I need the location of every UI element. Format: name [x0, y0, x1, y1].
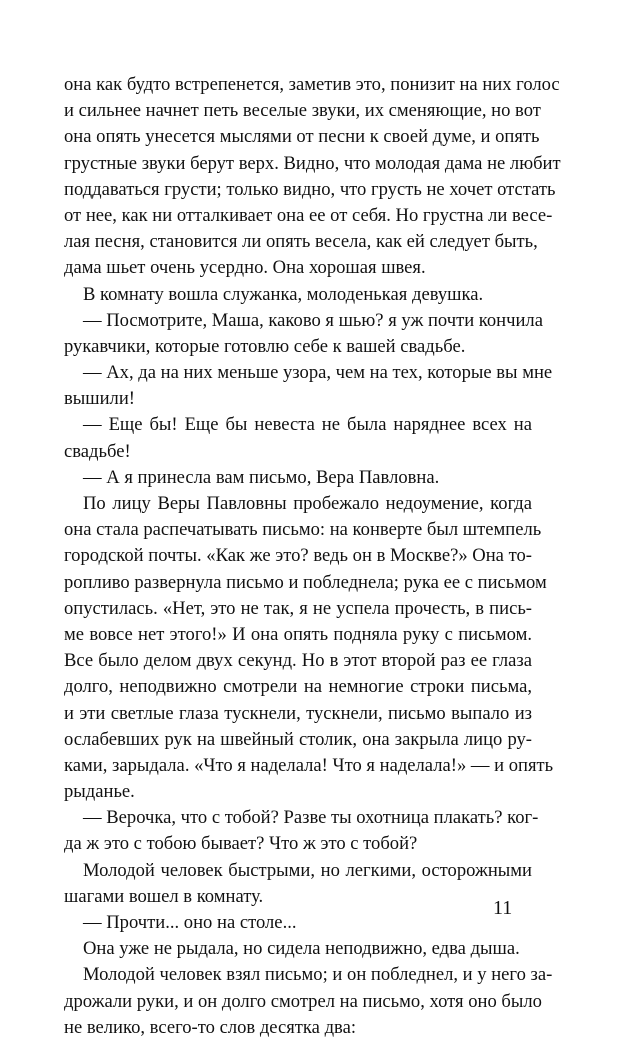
text-line: вышили! [64, 388, 135, 410]
text-line: — Верочка, что с тобой? Разве ты охотница плакать? ког- [83, 807, 539, 829]
paragraph [64, 962, 553, 1041]
text-line: — Прочти... оно на столе... [83, 912, 297, 933]
text-line: она как будто встрепенется, заметив это, понизит на них голос [64, 74, 560, 95]
paragraph [64, 936, 532, 962]
text-line: ослабевших рук на швейный столик, она закрыла лицо ру- [64, 728, 532, 750]
paragraph [64, 282, 532, 308]
text-line: Молодой человек взял письмо; и он побледнел, и у него за- [83, 964, 553, 986]
text-line: грустные звуки берут верх. Видно, что молодая дама не любит [64, 152, 561, 174]
text-line: — Ах, да на них меньше узора, чем на тех, которые вы мне [83, 362, 553, 384]
text-line: шагами вошел в комнату. [64, 885, 264, 907]
text-line: она опять унесется мыслями от песни к своей думе, и опять [64, 126, 540, 148]
text-line: опустилась. «Нет, это не так, я не успела прочесть, в пись- [64, 597, 532, 619]
text-line: — А я принесла вам письмо, Вера Павловна. [83, 466, 440, 488]
text-line: ропливо развернула письмо и побледнела; рука ее с письмом [64, 571, 547, 593]
paragraph [64, 412, 532, 464]
text-line: долго, неподвижно смотрели на немногие строки письма, [64, 676, 532, 698]
page-body-text [64, 72, 561, 1041]
text-line: ками, зарыдала. «Что я наделала! Что я наделала!» — и опять [64, 754, 554, 776]
paragraph [64, 465, 532, 491]
text-line: По лицу Веры Павловны пробежало недоумение, когда [83, 493, 532, 514]
text-line: дама шьет очень усердно. Она хорошая швея. [64, 257, 426, 279]
text-line: Молодой человек быстрыми, но легкими, осторожными [83, 859, 532, 881]
text-line: В комнату вошла служанка, молоденькая девушка. [83, 283, 484, 305]
page-number: 11 [493, 897, 513, 919]
text-line: городской почты. «Как же это? ведь он в Москве?» Она то- [64, 545, 532, 567]
paragraph [64, 308, 543, 360]
paragraph [64, 72, 561, 282]
text-line: поддаваться грусти; только видно, что грусть не хочет отстать [64, 178, 556, 200]
text-line: — Посмотрите, Маша, каково я шью? я уж почти кончила [83, 309, 543, 331]
text-line: дрожали руки, и он долго смотрел на письмо, хотя оно было [64, 990, 542, 1012]
paragraph [64, 360, 553, 412]
text-line: Все было делом двух секунд. Но в этот второй раз ее глаза [64, 650, 532, 672]
text-line: рыданье. [64, 781, 135, 803]
paragraph [64, 910, 532, 936]
text-line: — Еще бы! Еще бы невеста не была наряднее всех на [83, 414, 532, 436]
text-line: рукавчики, которые готовлю себе к вашей свадьбе. [64, 335, 466, 357]
paragraph [64, 858, 532, 910]
paragraph [64, 805, 539, 857]
text-line: от нее, как ни отталкивает она ее от себя. Но грустна ли весе- [64, 204, 553, 226]
text-line: и эти светлые глаза тускнели, тускнели, письмо выпало из [64, 702, 532, 724]
text-line: не велико, всего-то слов десятка два: [64, 1016, 356, 1038]
text-line: она стала распечатывать письмо: на конверте был штемпель [64, 519, 542, 541]
paragraph [64, 491, 554, 805]
text-line: Она уже не рыдала, но сидела неподвижно, едва дыша. [83, 938, 520, 960]
text-line: да ж это с тобою бывает? Что ж это с тобой? [64, 833, 418, 855]
text-line: лая песня, становится ли опять весела, как ей следует быть, [64, 231, 538, 253]
text-line: ме вовсе нет этого!» И она опять подняла руку с письмом. [64, 623, 532, 645]
text-line: свадьбе! [64, 440, 131, 462]
text-line: и сильнее начнет петь веселые звуки, их сменяющие, но вот [64, 100, 541, 122]
